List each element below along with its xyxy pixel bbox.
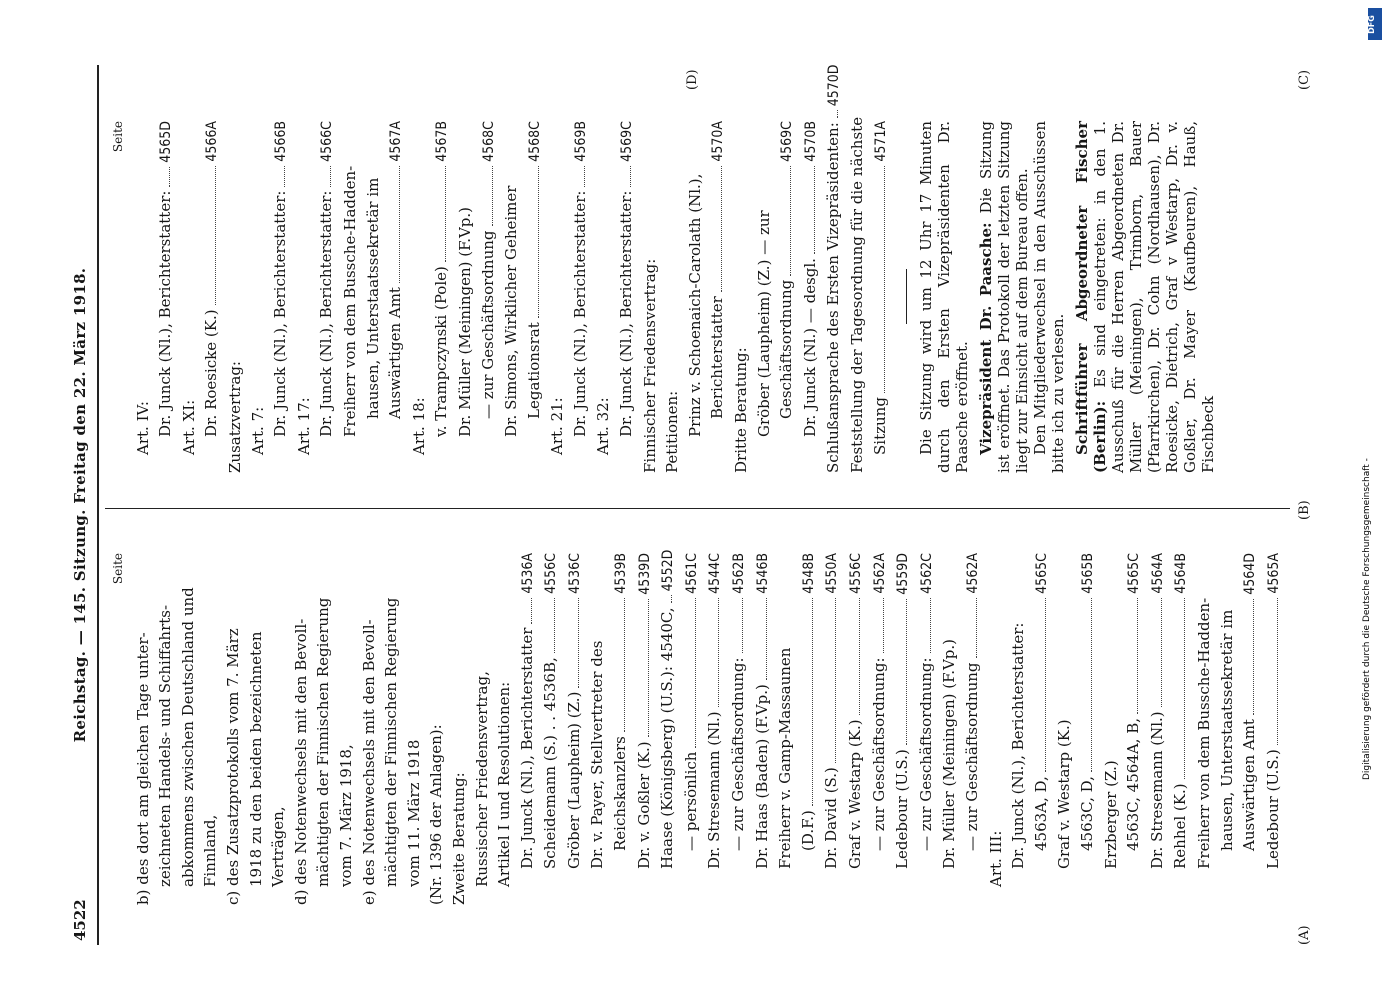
page-title: Reichstag. — 145. Sitzung. Freitag den 22. März 1918. <box>71 267 89 743</box>
index-entry <box>961 553 985 905</box>
speaker-text: Die Sitzung ist eröffnet. Das Protokoll der letzten Sitzung liegt zur Einsicht auf dem Bureau offen. <box>977 121 1032 473</box>
index-entry <box>384 121 408 473</box>
entry-text: mächtigten der Finnischen Regierung <box>382 597 401 887</box>
entry-text: Dr. Stresemann (Nl.) <box>1147 711 1166 869</box>
entry-text: Auswärtigen Amt <box>386 287 405 419</box>
page-reference: 4565A <box>1265 553 1282 594</box>
page-reference: 4566C <box>319 121 336 162</box>
dot-leader <box>1045 598 1046 772</box>
dot-leader <box>812 598 813 807</box>
index-entry <box>500 121 523 473</box>
page-number: 4522 <box>71 899 89 941</box>
entry-text: Dr. Junck (Nl.), Berichterstatter: <box>617 190 636 437</box>
entry-text: (D.F.) <box>798 810 817 851</box>
dot-leader <box>671 595 672 603</box>
page-reference: 4568C <box>526 121 543 162</box>
dot-leader <box>1091 598 1092 772</box>
dot-leader <box>445 166 446 262</box>
dfg-logo <box>1368 8 1382 40</box>
entry-text: Dr. Roesicke (K.) <box>202 309 221 437</box>
entry-text: Scheidemann (S.) . . 4536B, <box>541 657 560 869</box>
entry-text: v. Trampczynski (Pole) <box>432 266 451 437</box>
index-entry <box>425 553 448 905</box>
entry-text: 4563C, 4564A, B, <box>1124 718 1143 851</box>
index-entry <box>844 553 868 905</box>
page-reference: 4544C <box>707 553 724 594</box>
seite-label: Seite <box>111 553 125 585</box>
index-entry <box>290 553 313 905</box>
dot-leader <box>906 599 907 745</box>
entry-text: (Nr. 1396 der Anlagen): <box>427 724 446 905</box>
page-reference: 4536C <box>566 553 583 594</box>
margin-mark-b: (B) <box>1297 500 1312 520</box>
index-entry <box>985 553 1008 905</box>
page-reference: 4570D <box>826 64 843 107</box>
left-column-lines <box>132 549 1286 905</box>
entry-text: d) des Notenwechsels mit den Bevoll- <box>291 618 310 905</box>
index-entry <box>403 553 426 905</box>
dot-leader <box>578 598 579 688</box>
page-reference: 4562B <box>731 553 748 594</box>
page-reference: 4564A <box>1149 553 1166 594</box>
entry-text: Berichterstatter <box>708 296 727 419</box>
page-reference: 4556C <box>543 553 560 594</box>
entry-text: Prinz v. Schoenaich-Carolath (Nl.), <box>685 173 704 437</box>
index-entry <box>539 553 563 905</box>
seite-label: Seite <box>111 121 125 153</box>
dot-leader <box>284 166 285 187</box>
dot-leader <box>630 166 631 187</box>
index-entry <box>523 121 547 473</box>
entry-text: Dr. Simons, Wirklicher Geheimer <box>502 185 521 437</box>
dot-leader <box>330 166 331 187</box>
page-reference: 4559D <box>895 553 912 595</box>
index-entry <box>615 121 639 473</box>
index-entry <box>1216 553 1239 905</box>
index-entry <box>592 121 615 473</box>
dot-leader <box>695 598 696 748</box>
index-entry <box>546 121 569 473</box>
dot-leader <box>884 166 885 393</box>
entry-text: — zur Geschäftsordnung <box>478 230 497 419</box>
index-entry <box>706 121 730 473</box>
secretary-text: Es sind eingetreten: in den 1. Ausschuß für die Herren Abgeordneten Dr. Müller (Meiningen), Trimborn, Bauer (Pfarrkirchen), Dr. Cohn (Nordhausen), Dr. Roesicke, Dietrich, Graf v Westarp, Dr. v. Goßler, Dr. Mayer (Kaufbeuren), Hauß, Fischbeck <box>1091 121 1218 473</box>
index-entry <box>293 121 316 473</box>
index-entry <box>820 553 844 905</box>
column-divider <box>105 508 1290 509</box>
page-reference: 4565B <box>1079 553 1096 594</box>
index-entry <box>639 121 662 473</box>
dot-leader <box>837 110 838 118</box>
secretary-label: Schriftführer Abgeordneter Fischer (Berlin): <box>1073 121 1110 473</box>
index-entry <box>586 553 609 905</box>
index-entry <box>1100 553 1123 905</box>
page-reference: 4567B <box>434 121 451 162</box>
dot-leader <box>584 166 585 187</box>
dot-leader <box>492 166 493 227</box>
entry-text: Russischer Friedensvertrag, <box>472 671 491 887</box>
dot-leader <box>215 166 216 306</box>
index-entry <box>1193 553 1216 905</box>
index-entry <box>154 121 178 473</box>
index-entry <box>315 121 339 473</box>
dot-leader <box>169 167 170 187</box>
rotated-sheet <box>65 65 1315 945</box>
entry-text: Rehhel (K.) <box>1171 783 1190 869</box>
index-entry <box>703 553 727 905</box>
entry-text: Erzberger (Z.) <box>1101 760 1120 869</box>
entry-text: Dr. Stresemann (Nl.) <box>705 711 724 869</box>
index-entry <box>1007 553 1030 905</box>
dot-leader <box>1161 598 1162 708</box>
entry-text: — zur Geschäftsordnung: <box>916 657 935 851</box>
index-entry <box>774 553 797 905</box>
index-entry <box>493 553 516 905</box>
entry-text: 4563C, D, <box>1077 776 1096 851</box>
page-reference: 4567A <box>388 121 405 162</box>
entry-text: Art. 17: <box>294 397 313 455</box>
index-entry <box>1076 553 1100 905</box>
entry-text: Dr. Müller (Meiningen) (F.Vp.) <box>940 638 959 869</box>
dot-leader <box>718 598 719 707</box>
index-entry <box>569 121 593 473</box>
page-reference: 4548B <box>800 553 817 594</box>
dot-leader <box>399 166 400 283</box>
index-entry <box>891 553 915 905</box>
dot-leader <box>742 598 743 654</box>
index-entry <box>362 121 385 473</box>
page-reference: 4552D <box>660 549 677 592</box>
entry-text: vom 11. März 1918 <box>404 739 423 887</box>
entry-text: Zusatzvertrag: <box>225 361 244 473</box>
dot-leader <box>648 599 649 738</box>
index-entry <box>661 121 684 473</box>
entry-text: vom 7. März 1918, <box>336 744 355 887</box>
page-reference: 4562A <box>871 553 888 594</box>
entry-text: e) des Notenwechsels mit den Bevoll- <box>359 619 378 905</box>
index-entry <box>247 121 270 473</box>
index-entry <box>132 553 155 905</box>
index-entry <box>797 553 821 905</box>
page-reference: 4562C <box>918 553 935 594</box>
index-entry <box>177 553 200 905</box>
dot-leader <box>883 598 884 654</box>
index-entry <box>200 121 224 473</box>
entry-text: Zweite Beratung: <box>449 772 468 905</box>
entry-text: 1918 zu den beiden bezeichneten <box>246 631 265 887</box>
index-entry <box>1169 553 1193 905</box>
margin-mark-a: (A) <box>1297 925 1312 945</box>
entry-text: hausen, Unterstaatssekretär im <box>363 177 382 419</box>
entry-text: Dr. Junck (Nl.), Berichterstatter: <box>317 190 336 437</box>
index-entry <box>1146 553 1170 905</box>
entry-text: Reichskanzlers <box>611 736 630 851</box>
entry-text: Dritte Beratung: <box>732 347 751 473</box>
right-column-lines <box>132 64 893 473</box>
dot-leader <box>1277 598 1278 746</box>
entry-text: Dr. Junck (Nl.), Berichterstatter: <box>156 190 175 437</box>
index-entry <box>727 553 751 905</box>
entry-text: Finnischer Friedensvertrag: <box>640 258 659 473</box>
entry-text: zeichneten Handels- und Schiffahrts- <box>156 604 175 887</box>
entry-text: Freiherr v. Gamp-Massaunen <box>776 647 795 869</box>
index-entry <box>1238 553 1262 905</box>
page-reference: 4568C <box>480 121 497 162</box>
index-entry <box>656 549 680 905</box>
entry-text: Verträgen, <box>269 806 288 887</box>
index-entry <box>477 121 501 473</box>
index-entry <box>938 553 961 905</box>
index-entry <box>245 553 268 905</box>
page-reference: 4570B <box>802 121 819 162</box>
index-entry <box>609 553 633 905</box>
dot-leader <box>930 598 931 654</box>
entry-text: hausen, Unterstaatssekretär im <box>1217 609 1236 851</box>
entry-text: Finnland, <box>201 814 220 887</box>
index-entry <box>408 121 431 473</box>
dot-leader <box>1253 599 1254 715</box>
entry-text: Artikel I und Resolutionen: <box>495 681 514 887</box>
index-entry <box>224 121 247 473</box>
index-entry <box>516 553 540 905</box>
right-column <box>107 64 1218 473</box>
index-entry <box>199 553 222 905</box>
index-entry <box>471 553 494 905</box>
page-reference: 4556C <box>848 553 864 594</box>
index-entry <box>1122 553 1146 905</box>
opening-paragraph: Die Sitzung wird um 12 Uhr 17 Minuten durch den Ersten Vizepräsidenten Dr. Paasche eröffnet. <box>917 121 972 473</box>
index-entry <box>132 121 155 473</box>
page-reference: 4569C <box>779 121 796 162</box>
index-entry <box>753 121 776 473</box>
separator-rule <box>906 270 907 325</box>
index-entry <box>775 121 799 473</box>
dot-leader <box>538 166 539 318</box>
entry-text: Dr. Haas (Baden) (F.Vp.) <box>752 684 771 869</box>
speaker-paragraph <box>977 121 1031 473</box>
index-entry <box>380 553 403 905</box>
page-reference: 4564D <box>1242 553 1259 595</box>
page-reference: 4546B <box>754 553 771 594</box>
entry-text: Dr. v. Goßler (K.) <box>634 741 653 869</box>
entry-text: Art. 21: <box>548 397 567 455</box>
entry-text: Ledebour (U.S.) <box>1263 749 1282 869</box>
entry-text: Dr. Junck (Nl.), Berichterstatter: <box>271 190 290 437</box>
entry-text: Sitzung <box>870 397 889 455</box>
running-header <box>65 65 99 945</box>
index-entry <box>846 116 869 473</box>
page-reference: 4569B <box>572 121 589 162</box>
page-reference: 4569C <box>619 121 636 162</box>
entry-text: Haase (Königsberg) (U.S.): 4540C, <box>658 607 677 869</box>
entry-text: Art. XI: <box>179 399 198 455</box>
index-entry <box>335 553 358 905</box>
page-reference: 4564B <box>1173 553 1190 594</box>
entry-text: Petitionen: <box>663 390 682 473</box>
page-reference: 4562A <box>964 553 981 594</box>
page-reference: 4565C <box>1033 553 1050 594</box>
dot-leader <box>531 598 532 624</box>
entry-text: Freiherr von dem Bussche-Hadden- <box>1194 597 1213 869</box>
index-entry <box>178 121 201 473</box>
page-reference: 4570A <box>710 121 727 162</box>
dfg-logo-text: DFG <box>1366 15 1376 34</box>
request-paragraph: Den Mitgliederwechsel in den Ausschüssen bitte ich zu verlesen. <box>1031 121 1068 473</box>
entry-text: abkommens zwischen Deutschland und <box>178 587 197 887</box>
index-entry <box>868 553 892 905</box>
entry-text: Gröber (Laupheim) (Z.) <box>564 691 583 869</box>
entry-text: Art. 32: <box>594 397 613 455</box>
index-entry <box>222 553 245 905</box>
page-reference: 4539B <box>613 553 630 594</box>
entry-text: Dr. Müller (Meiningen) (F.Vp.) <box>455 206 474 437</box>
dot-leader <box>554 598 555 653</box>
page-reference: 4565C <box>1126 553 1143 594</box>
dot-leader <box>766 598 767 680</box>
dot-leader <box>814 166 815 254</box>
index-entry <box>312 553 335 905</box>
index-entry <box>339 121 362 473</box>
page-reference: 4550A <box>824 553 841 594</box>
entry-text: Freiherr von dem Bussche-Hadden- <box>340 165 359 437</box>
index-entry <box>684 121 707 473</box>
entry-text: Auswärtigen Amt <box>1240 719 1259 851</box>
entry-text: 4563A, D, <box>1031 776 1050 851</box>
entry-text: b) des dort am gleichen Tage unter- <box>133 632 152 905</box>
entry-text: Dr. Junck (Nl.), Berichterstatter: <box>570 190 589 437</box>
dot-leader <box>721 166 722 293</box>
index-entry <box>1262 553 1286 905</box>
index-entry <box>915 553 939 905</box>
index-entry <box>751 553 775 905</box>
page-reference: 4561C <box>683 553 700 594</box>
index-entry <box>799 121 823 473</box>
index-entry <box>358 553 381 905</box>
entry-text: mächtigten der Finnischen Regierung <box>314 597 333 887</box>
margin-mark-c: (C) <box>1297 69 1312 90</box>
entry-text: Dr. v. Payer, Stellvertreter des <box>588 640 607 869</box>
dot-leader <box>624 598 625 732</box>
entry-text: Graf v. Westarp (K.) <box>1055 719 1074 869</box>
entry-text: Dr. Junck (Nl.) — desgl. <box>800 258 819 437</box>
index-entry <box>633 553 657 905</box>
page-reference: 4571A <box>872 121 889 162</box>
index-entry <box>267 553 290 905</box>
index-entry <box>430 121 454 473</box>
entry-text: Schlußansprache des Ersten Vizepräsidenten: <box>824 122 843 473</box>
index-entry <box>563 553 587 905</box>
entry-text: — zur Geschäftsordnung <box>962 662 981 851</box>
margin-mark-d: (D) <box>685 69 700 90</box>
index-entry <box>822 64 846 473</box>
entry-text: Feststellung der Tagesordnung für die nächste <box>848 116 866 473</box>
entry-text: Geschäftsordnung <box>777 279 796 419</box>
entry-text: Dr. David (S.) <box>822 767 841 869</box>
entry-text: Dr. Junck (Nl.), Berichterstatter: <box>1009 622 1028 869</box>
entry-text: — zur Geschäftsordnung: <box>869 657 888 851</box>
index-entry <box>448 553 471 905</box>
left-column <box>107 549 1285 905</box>
index-entry <box>1030 553 1054 905</box>
index-entry <box>1053 553 1076 905</box>
entry-text: Art. IV: <box>133 401 152 455</box>
dot-leader <box>790 166 791 276</box>
entry-text: — zur Geschäftsordnung: <box>729 657 748 851</box>
index-entry <box>454 121 477 473</box>
entry-text: Gröber (Laupheim) (Z.) — zur <box>754 210 773 437</box>
index-entry <box>869 121 893 473</box>
entry-text: Ledebour (U.S.) <box>893 749 912 869</box>
entry-text: Legationsrat <box>524 322 543 419</box>
index-entry <box>730 121 753 473</box>
dot-leader <box>835 598 836 763</box>
entry-text: Art. 18: <box>409 397 428 455</box>
index-entry <box>154 553 177 905</box>
index-entry <box>680 553 704 905</box>
index-entry <box>269 121 293 473</box>
entry-text: Dr. Junck (Nl.), Berichterstatter <box>517 627 536 869</box>
page-reference: 4565D <box>158 121 175 163</box>
dot-leader <box>976 598 977 659</box>
dot-leader <box>1184 598 1185 780</box>
dot-leader <box>859 598 860 716</box>
entry-text: — persönlich <box>681 751 700 851</box>
dot-leader <box>1137 598 1138 714</box>
page-reference: 4566A <box>204 121 221 162</box>
speaker-label: Vizepräsident Dr. Paasche: <box>977 222 996 455</box>
entry-text: Art. III: <box>986 830 1005 887</box>
page-reference: 4566B <box>273 121 290 162</box>
digitization-credit: Digitalisierung gefördert durch die Deutsche Forschungsgemeinschaft - <box>1362 458 1372 780</box>
page-reference: 4539D <box>636 553 653 595</box>
entry-text: Art. 7: <box>248 406 267 455</box>
secretary-paragraph <box>1073 121 1217 473</box>
entry-text: c) des Zusatzprotokolls vom 7. März <box>223 628 242 905</box>
page-reference: 4536A <box>519 553 536 594</box>
entry-text: Graf v. Westarp (K.) <box>846 719 864 869</box>
